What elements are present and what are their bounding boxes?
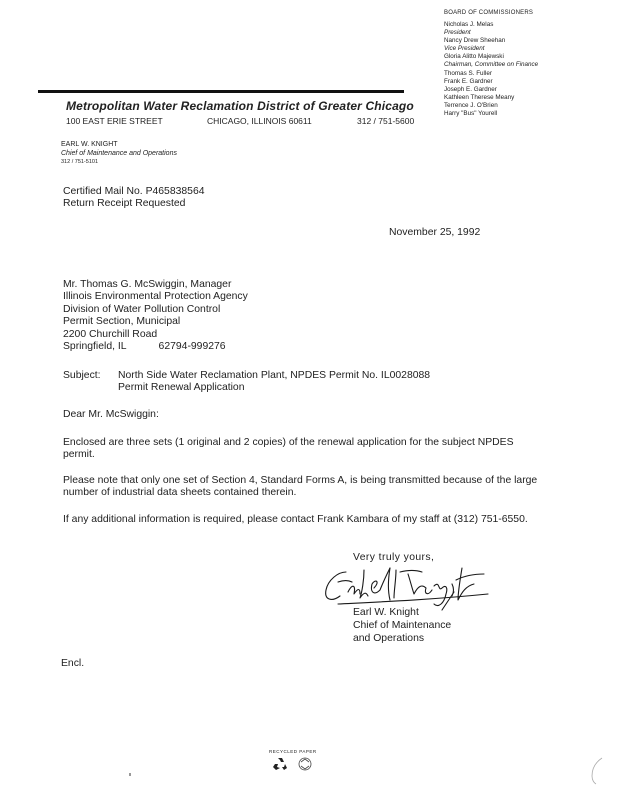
board-member-name: Gloria Alitto Majewski [444,53,504,61]
board-member-name: Thomas S. Fuller [444,69,492,77]
subject-text [118,370,430,395]
board-member-name: Frank E. Gardner [444,77,493,85]
sender-phone: 312 / 751-5101 [61,159,99,165]
paragraph-enclosed: Enclosed are three sets (1 original and 2 copies) of the renewal application for the subject NPDES permit. [63,437,514,461]
return-receipt: Return Receipt Requested [63,198,186,210]
recipient-agency: Illinois Environmental Protection Agency [63,291,248,303]
letter-date: November 25, 1992 [389,227,481,238]
organization-name: Metropolitan Water Reclamation District of Greater Chicago [66,99,414,113]
recipient-address [63,279,248,353]
subject-line-2: Permit Renewal Application [118,382,245,394]
letterhead-phone: 312 / 751-5600 [357,116,415,126]
recipient-name: Mr. Thomas G. McSwiggin, Manager [63,279,232,290]
recycle-icon [272,756,316,772]
recipient-section: Permit Section, Municipal [63,316,181,328]
subject-line-1: North Side Water Reclamation Plant, NPDES Permit No. IL0028088 [118,370,431,381]
board-member-name: Nancy Drew Sheehan [444,37,506,45]
letterhead-rule [38,90,404,93]
recipient-city-row [63,341,248,353]
board-member-name: Terrence J. O'Brien [444,101,498,109]
letterhead-city: CHICAGO, ILLINOIS 60611 [207,116,312,126]
enclosure-note: Encl. [61,658,85,669]
salutation: Dear Mr. McSwiggin: [63,409,159,420]
board-members-list [444,21,614,118]
recipient-zip: 62794-999276 [158,341,226,353]
board-member-name: Harry "Bus" Yourell [444,110,498,118]
scan-dot [129,773,131,776]
signer-name: Earl W. Knight [353,607,419,618]
sender-name: EARL W. KNIGHT [61,141,118,148]
sender-block [61,140,177,167]
board-member-role: President [444,29,471,37]
letterhead-street: 100 EAST ERIE STREET [66,116,163,126]
recycled-paper-label: RECYCLED PAPER [269,749,317,754]
signer-block [353,606,451,645]
closing: Very truly yours, [353,552,435,563]
mailing-notice [63,186,205,211]
subject-label: Subject: [63,370,101,381]
board-of-commissioners-heading: BOARD OF COMMISSIONERS [444,10,534,16]
board-member-role: Vice President [444,45,485,53]
board-member-name: Nicholas J. Melas [444,21,494,28]
paragraph-contact: If any additional information is required, please contact Frank Kambara of my staff at (312) 751-6550. [63,514,528,525]
scan-mark-icon [586,756,606,786]
certified-mail-number: Certified Mail No. P465838564 [63,186,205,197]
sender-title: Chief of Maintenance and Operations [61,150,177,157]
signer-title-2: and Operations [353,633,425,644]
paragraph-note: Please note that only one set of Section 4, Standard Forms A, is being transmitted because of the large number of industrial data sheets contained therein. [63,475,538,499]
board-member-role: Chairman, Committee on Finance [444,61,539,69]
board-member-name: Kathleen Therese Meany [444,93,515,101]
recipient-division: Division of Water Pollution Control [63,303,221,315]
recipient-street: 2200 Churchill Road [63,328,158,340]
signer-title-1: Chief of Maintenance [353,620,452,631]
board-member-name: Joseph E. Gardner [444,85,497,93]
recipient-city: Springfield, IL [63,341,127,353]
